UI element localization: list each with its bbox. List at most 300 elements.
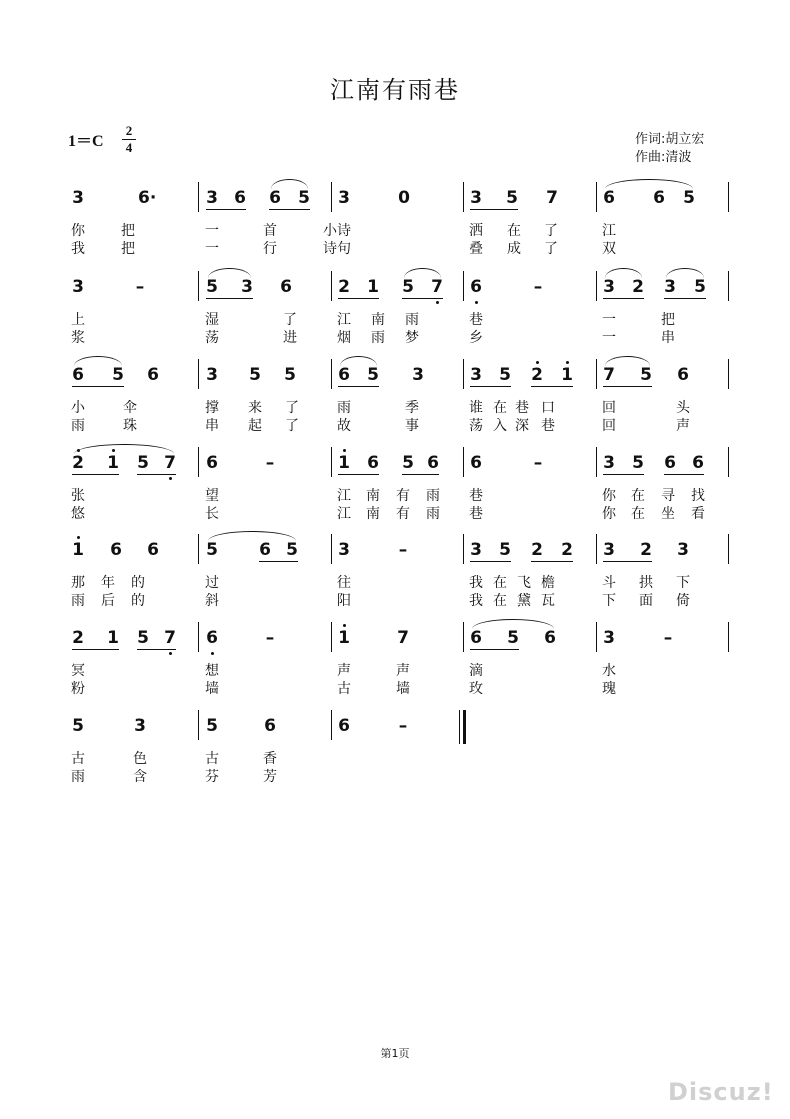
beat-underline (603, 298, 644, 299)
dash-note: – (398, 716, 408, 736)
lyric-char: 一 (602, 330, 616, 346)
lyric-char: 檐 (541, 575, 555, 591)
note: 2 (531, 540, 543, 560)
bar-line (728, 447, 729, 477)
lyric-char: 在 (493, 575, 507, 591)
score-system (0, 540, 790, 626)
note: 5 (683, 188, 695, 208)
bar-line (198, 622, 199, 652)
bar-line (198, 359, 199, 389)
octave-dot-below (211, 652, 214, 655)
score-system (0, 365, 790, 451)
beat-underline (531, 386, 573, 387)
beat-underline (664, 298, 706, 299)
note: 3 (412, 365, 424, 385)
lyric-char: 南 (366, 506, 380, 522)
beat-underline (402, 474, 439, 475)
dash-note: – (533, 453, 543, 473)
bar-line (463, 622, 464, 652)
octave-dot-below (475, 301, 478, 304)
note: 7 (397, 628, 409, 648)
lyric-char: 荡 (469, 418, 483, 434)
watermark-text: Discuz! (668, 1078, 774, 1106)
beat-underline (603, 474, 644, 475)
lyric-char: 洒 (469, 223, 483, 239)
lyric-char: 古 (337, 681, 351, 697)
bar-line (331, 534, 332, 564)
lyric-char: 了 (285, 418, 299, 434)
lyric-char: 谁 (469, 400, 483, 416)
lyric-char: 一 (205, 241, 219, 257)
lyric-char: 粉 (71, 681, 85, 697)
lyric-char: 滴 (469, 663, 483, 679)
lyric-char: 江 (337, 488, 351, 504)
bar-line (198, 710, 199, 740)
note: 6 (206, 453, 218, 473)
lyricist-credit: 作词:胡立宏 (635, 132, 705, 147)
lyric-char: 梦 (405, 330, 419, 346)
lyric-char: 望 (205, 488, 219, 504)
bar-line (331, 182, 332, 212)
note: 5 (286, 540, 298, 560)
beat-underline (531, 561, 573, 562)
note: 3 (241, 277, 253, 297)
lyric-char: 有 (396, 488, 410, 504)
lyric-char: 叠 (469, 241, 483, 257)
bar-line (331, 359, 332, 389)
lyric-char: 你 (602, 506, 616, 522)
note: 5 (640, 365, 652, 385)
note: 6 (234, 188, 246, 208)
lyric-char: 雨 (371, 330, 385, 346)
note: 2 (632, 277, 644, 297)
note: 6 (664, 453, 676, 473)
note: 2 (338, 277, 350, 297)
note: 1 (72, 540, 84, 560)
bar-line (198, 182, 199, 212)
note: 3 (338, 188, 350, 208)
note: 6 (603, 188, 615, 208)
lyric-char: 进 (283, 330, 297, 346)
note: 1 (367, 277, 379, 297)
note: 3 (603, 453, 615, 473)
lyric-char: 后 (101, 593, 115, 609)
note: 6 (269, 188, 281, 208)
bar-line (459, 710, 460, 744)
lyric-char: 长 (205, 506, 219, 522)
note: 5 (499, 365, 511, 385)
note: 6 (367, 453, 379, 473)
note: 6 (259, 540, 271, 560)
lyric-char: 入 (493, 418, 507, 434)
dash-note: – (398, 540, 408, 560)
lyric-char: 色 (133, 751, 147, 767)
lyric-char: 看 (691, 506, 705, 522)
note: 5 (298, 188, 310, 208)
lyric-char: 江 (337, 506, 351, 522)
note: 5 (284, 365, 296, 385)
note: 1 (338, 628, 350, 648)
score-system (0, 453, 790, 539)
lyric-char: 我 (71, 241, 85, 257)
note: 2 (72, 453, 84, 473)
lyric-char: 江 (602, 223, 616, 239)
lyric-char: 诗 (337, 223, 351, 239)
lyric-char: 串 (661, 330, 675, 346)
bar-line (728, 359, 729, 389)
lyric-char: 南 (366, 488, 380, 504)
note: 6 (147, 540, 159, 560)
note: 7 (164, 628, 176, 648)
time-signature (122, 124, 136, 155)
lyric-char: 成 (507, 241, 521, 257)
note: 7 (431, 277, 443, 297)
dash-note: – (265, 453, 275, 473)
score-system (0, 628, 790, 714)
lyric-char: 巷 (541, 418, 555, 434)
lyric-char: 想 (205, 663, 219, 679)
note: 3 (470, 365, 482, 385)
lyric-char: 江 (337, 312, 351, 328)
lyric-char: 墙 (205, 681, 219, 697)
note: 2 (72, 628, 84, 648)
octave-dot-below (436, 301, 439, 304)
lyric-char: 伞 (123, 400, 137, 416)
bar-line (331, 710, 332, 740)
note: 2 (640, 540, 652, 560)
lyric-char: 湿 (205, 312, 219, 328)
lyric-char: 瑰 (602, 681, 616, 697)
octave-dot-above (343, 624, 346, 627)
note: 2 (561, 540, 573, 560)
bar-line (331, 271, 332, 301)
bar-line (463, 182, 464, 212)
beat-underline (206, 209, 246, 210)
note: 5 (72, 716, 84, 736)
lyric-char: 烟 (337, 330, 351, 346)
lyric-char: 季 (405, 400, 419, 416)
note: 6 (72, 365, 84, 385)
lyric-char: 下 (676, 575, 690, 591)
lyric-char: 把 (121, 241, 135, 257)
score-system (0, 188, 790, 274)
note: 3 (72, 188, 84, 208)
note: 6 (677, 365, 689, 385)
lyric-char: 串 (205, 418, 219, 434)
lyric-char: 水 (602, 663, 616, 679)
lyric-char: 在 (493, 400, 507, 416)
bar-line (728, 622, 729, 652)
song-title: 江南有雨巷 (330, 76, 460, 104)
note: 5 (507, 628, 519, 648)
octave-dot-below (169, 652, 172, 655)
lyric-char: 在 (507, 223, 521, 239)
lyric-char: 过 (205, 575, 219, 591)
lyric-char: 事 (405, 418, 419, 434)
lyric-char: 年 (101, 575, 115, 591)
score-system (0, 716, 790, 802)
lyric-char: 芳 (263, 769, 277, 785)
dash-note: – (663, 628, 673, 648)
bar-line (596, 359, 597, 389)
lyric-char: 声 (396, 663, 410, 679)
lyric-char: 你 (71, 223, 85, 239)
bar-line (331, 447, 332, 477)
octave-dot-above (566, 361, 569, 364)
note: 5 (249, 365, 261, 385)
beat-underline (470, 649, 519, 650)
bar-line (728, 182, 729, 212)
score-system (0, 277, 790, 363)
lyric-char: 雨 (426, 488, 440, 504)
note: 6 (338, 716, 350, 736)
lyric-char: 乡 (469, 330, 483, 346)
note: 1 (107, 453, 119, 473)
note: 5 (506, 188, 518, 208)
note: 5 (694, 277, 706, 297)
lyric-char: 张 (71, 488, 85, 504)
lyric-char: 声 (676, 418, 690, 434)
note: 6 (427, 453, 439, 473)
note: 6 (470, 277, 482, 297)
lyric-char: 雨 (71, 418, 85, 434)
lyric-char: 冥 (71, 663, 85, 679)
note: 5 (206, 716, 218, 736)
lyric-char: 故 (337, 418, 351, 434)
bar-line (331, 622, 332, 652)
note: 7 (603, 365, 615, 385)
lyric-char: 香 (263, 751, 277, 767)
beat-underline (206, 298, 253, 299)
beat-underline (72, 386, 124, 387)
bar-line (198, 447, 199, 477)
lyric-char: 南 (371, 312, 385, 328)
beat-underline (402, 298, 443, 299)
dash-note: – (135, 277, 145, 297)
lyric-char: 倚 (676, 593, 690, 609)
lyric-char: 面 (639, 593, 653, 609)
note: 5 (402, 453, 414, 473)
lyric-char: 来 (248, 400, 262, 416)
note: 3 (470, 188, 482, 208)
key-signature: 1＝C (68, 133, 104, 150)
lyric-char: 一 (205, 223, 219, 239)
note: 6 (264, 716, 276, 736)
lyric-char: 回 (602, 400, 616, 416)
lyric-char: 墙 (396, 681, 410, 697)
lyric-char: 浆 (71, 330, 85, 346)
slur (605, 179, 693, 189)
note: 6 (110, 540, 122, 560)
note: 7 (546, 188, 558, 208)
note: 6 (470, 628, 482, 648)
note: 3 (470, 540, 482, 560)
note: 6 (147, 365, 159, 385)
lyric-char: 往 (337, 575, 351, 591)
note: 3 (603, 540, 615, 560)
lyric-char: 在 (493, 593, 507, 609)
bar-line (198, 271, 199, 301)
beat-underline (259, 561, 298, 562)
note: 6 (280, 277, 292, 297)
lyric-char: 行 (263, 241, 277, 257)
lyric-char: 回 (602, 418, 616, 434)
composer-credit: 作曲:清波 (635, 150, 692, 165)
lyric-char: 在 (631, 488, 645, 504)
beat-underline (603, 386, 652, 387)
beat-underline (664, 474, 704, 475)
lyric-char: 那 (71, 575, 85, 591)
note: 6 (544, 628, 556, 648)
lyric-char: 句 (337, 241, 351, 257)
lyric-char: 飞 (517, 575, 531, 591)
beat-underline (603, 561, 652, 562)
lyric-char: 悠 (71, 506, 85, 522)
lyric-char: 口 (541, 400, 555, 416)
lyric-char: 撑 (205, 400, 219, 416)
bar-line (198, 534, 199, 564)
beat-underline (72, 474, 119, 475)
lyric-char: 了 (283, 312, 297, 328)
bar-line (596, 622, 597, 652)
lyric-char: 芬 (205, 769, 219, 785)
beat-underline (338, 298, 379, 299)
lyric-char: 的 (131, 575, 145, 591)
lyric-char: 瓦 (541, 593, 555, 609)
lyric-char: 荡 (205, 330, 219, 346)
lyric-char: 巷 (469, 488, 483, 504)
slur (271, 179, 308, 189)
lyric-char: 声 (337, 663, 351, 679)
dash-note: – (533, 277, 543, 297)
lyric-char: 巷 (469, 506, 483, 522)
beat-underline (470, 561, 511, 562)
lyric-char: 含 (133, 769, 147, 785)
note: 6· (138, 188, 157, 208)
lyric-char: 双 (602, 241, 616, 257)
lyric-char: 斜 (205, 593, 219, 609)
beat-underline (338, 386, 379, 387)
note: 1 (338, 453, 350, 473)
note: 3 (338, 540, 350, 560)
lyric-char: 一 (602, 312, 616, 328)
lyric-char: 的 (131, 593, 145, 609)
lyric-char: 寻 (661, 488, 675, 504)
note: 3 (206, 188, 218, 208)
note: 3 (134, 716, 146, 736)
lyric-char: 找 (691, 488, 705, 504)
note: 6 (470, 453, 482, 473)
lyric-char: 小 (323, 223, 337, 239)
bar-line (596, 182, 597, 212)
lyric-char: 了 (544, 241, 558, 257)
note: 3 (206, 365, 218, 385)
lyric-char: 玫 (469, 681, 483, 697)
lyric-char: 坐 (661, 506, 675, 522)
lyric-char: 巷 (469, 312, 483, 328)
beat-underline (72, 649, 119, 650)
octave-dot-above (536, 361, 539, 364)
note: 3 (603, 628, 615, 648)
bar-line (596, 447, 597, 477)
note: 7 (164, 453, 176, 473)
lyric-char: 起 (248, 418, 262, 434)
lyric-char: 我 (469, 575, 483, 591)
lyric-char: 古 (71, 751, 85, 767)
bar-line (463, 447, 464, 477)
lyric-char: 头 (676, 400, 690, 416)
lyric-char: 雨 (71, 769, 85, 785)
bar-line (463, 534, 464, 564)
lyric-char: 拱 (639, 575, 653, 591)
final-bar-line (463, 710, 466, 744)
beat-underline (137, 649, 176, 650)
note: 3 (603, 277, 615, 297)
bar-line (728, 271, 729, 301)
note: 2 (531, 365, 543, 385)
note: 5 (112, 365, 124, 385)
beat-underline (338, 474, 379, 475)
note: 5 (137, 628, 149, 648)
lyric-char: 雨 (337, 400, 351, 416)
note: 5 (206, 277, 218, 297)
page-number: 第1页 (380, 1047, 410, 1060)
beat-underline (269, 209, 310, 210)
lyric-char: 把 (661, 312, 675, 328)
note: 6 (206, 628, 218, 648)
octave-dot-above (77, 536, 80, 539)
note: 1 (561, 365, 573, 385)
note: 6 (338, 365, 350, 385)
lyric-char: 黛 (517, 593, 531, 609)
note: 5 (206, 540, 218, 560)
lyric-char: 小 (71, 400, 85, 416)
beat-underline (137, 474, 176, 475)
lyric-char: 你 (602, 488, 616, 504)
lyric-char: 珠 (123, 418, 137, 434)
bar-line (463, 271, 464, 301)
lyric-char: 我 (469, 593, 483, 609)
lyric-char: 斗 (602, 575, 616, 591)
note: 1 (107, 628, 119, 648)
lyric-char: 下 (602, 593, 616, 609)
lyric-char: 把 (121, 223, 135, 239)
lyric-char: 巷 (515, 400, 529, 416)
note: 5 (137, 453, 149, 473)
bar-line (463, 359, 464, 389)
lyric-char: 诗 (323, 241, 337, 257)
lyric-char: 有 (396, 506, 410, 522)
note: 3 (664, 277, 676, 297)
note: 6 (653, 188, 665, 208)
time-signature-bottom: 4 (125, 140, 133, 155)
lyric-char: 了 (544, 223, 558, 239)
dash-note: – (265, 628, 275, 648)
beat-underline (470, 386, 511, 387)
octave-dot-above (343, 449, 346, 452)
lyric-char: 阳 (337, 593, 351, 609)
lyric-char: 古 (205, 751, 219, 767)
lyric-char: 在 (631, 506, 645, 522)
lyric-char: 雨 (405, 312, 419, 328)
bar-line (596, 534, 597, 564)
lyric-char: 了 (285, 400, 299, 416)
note: 5 (402, 277, 414, 297)
note: 3 (72, 277, 84, 297)
note: 3 (677, 540, 689, 560)
note: 5 (632, 453, 644, 473)
note: 5 (499, 540, 511, 560)
